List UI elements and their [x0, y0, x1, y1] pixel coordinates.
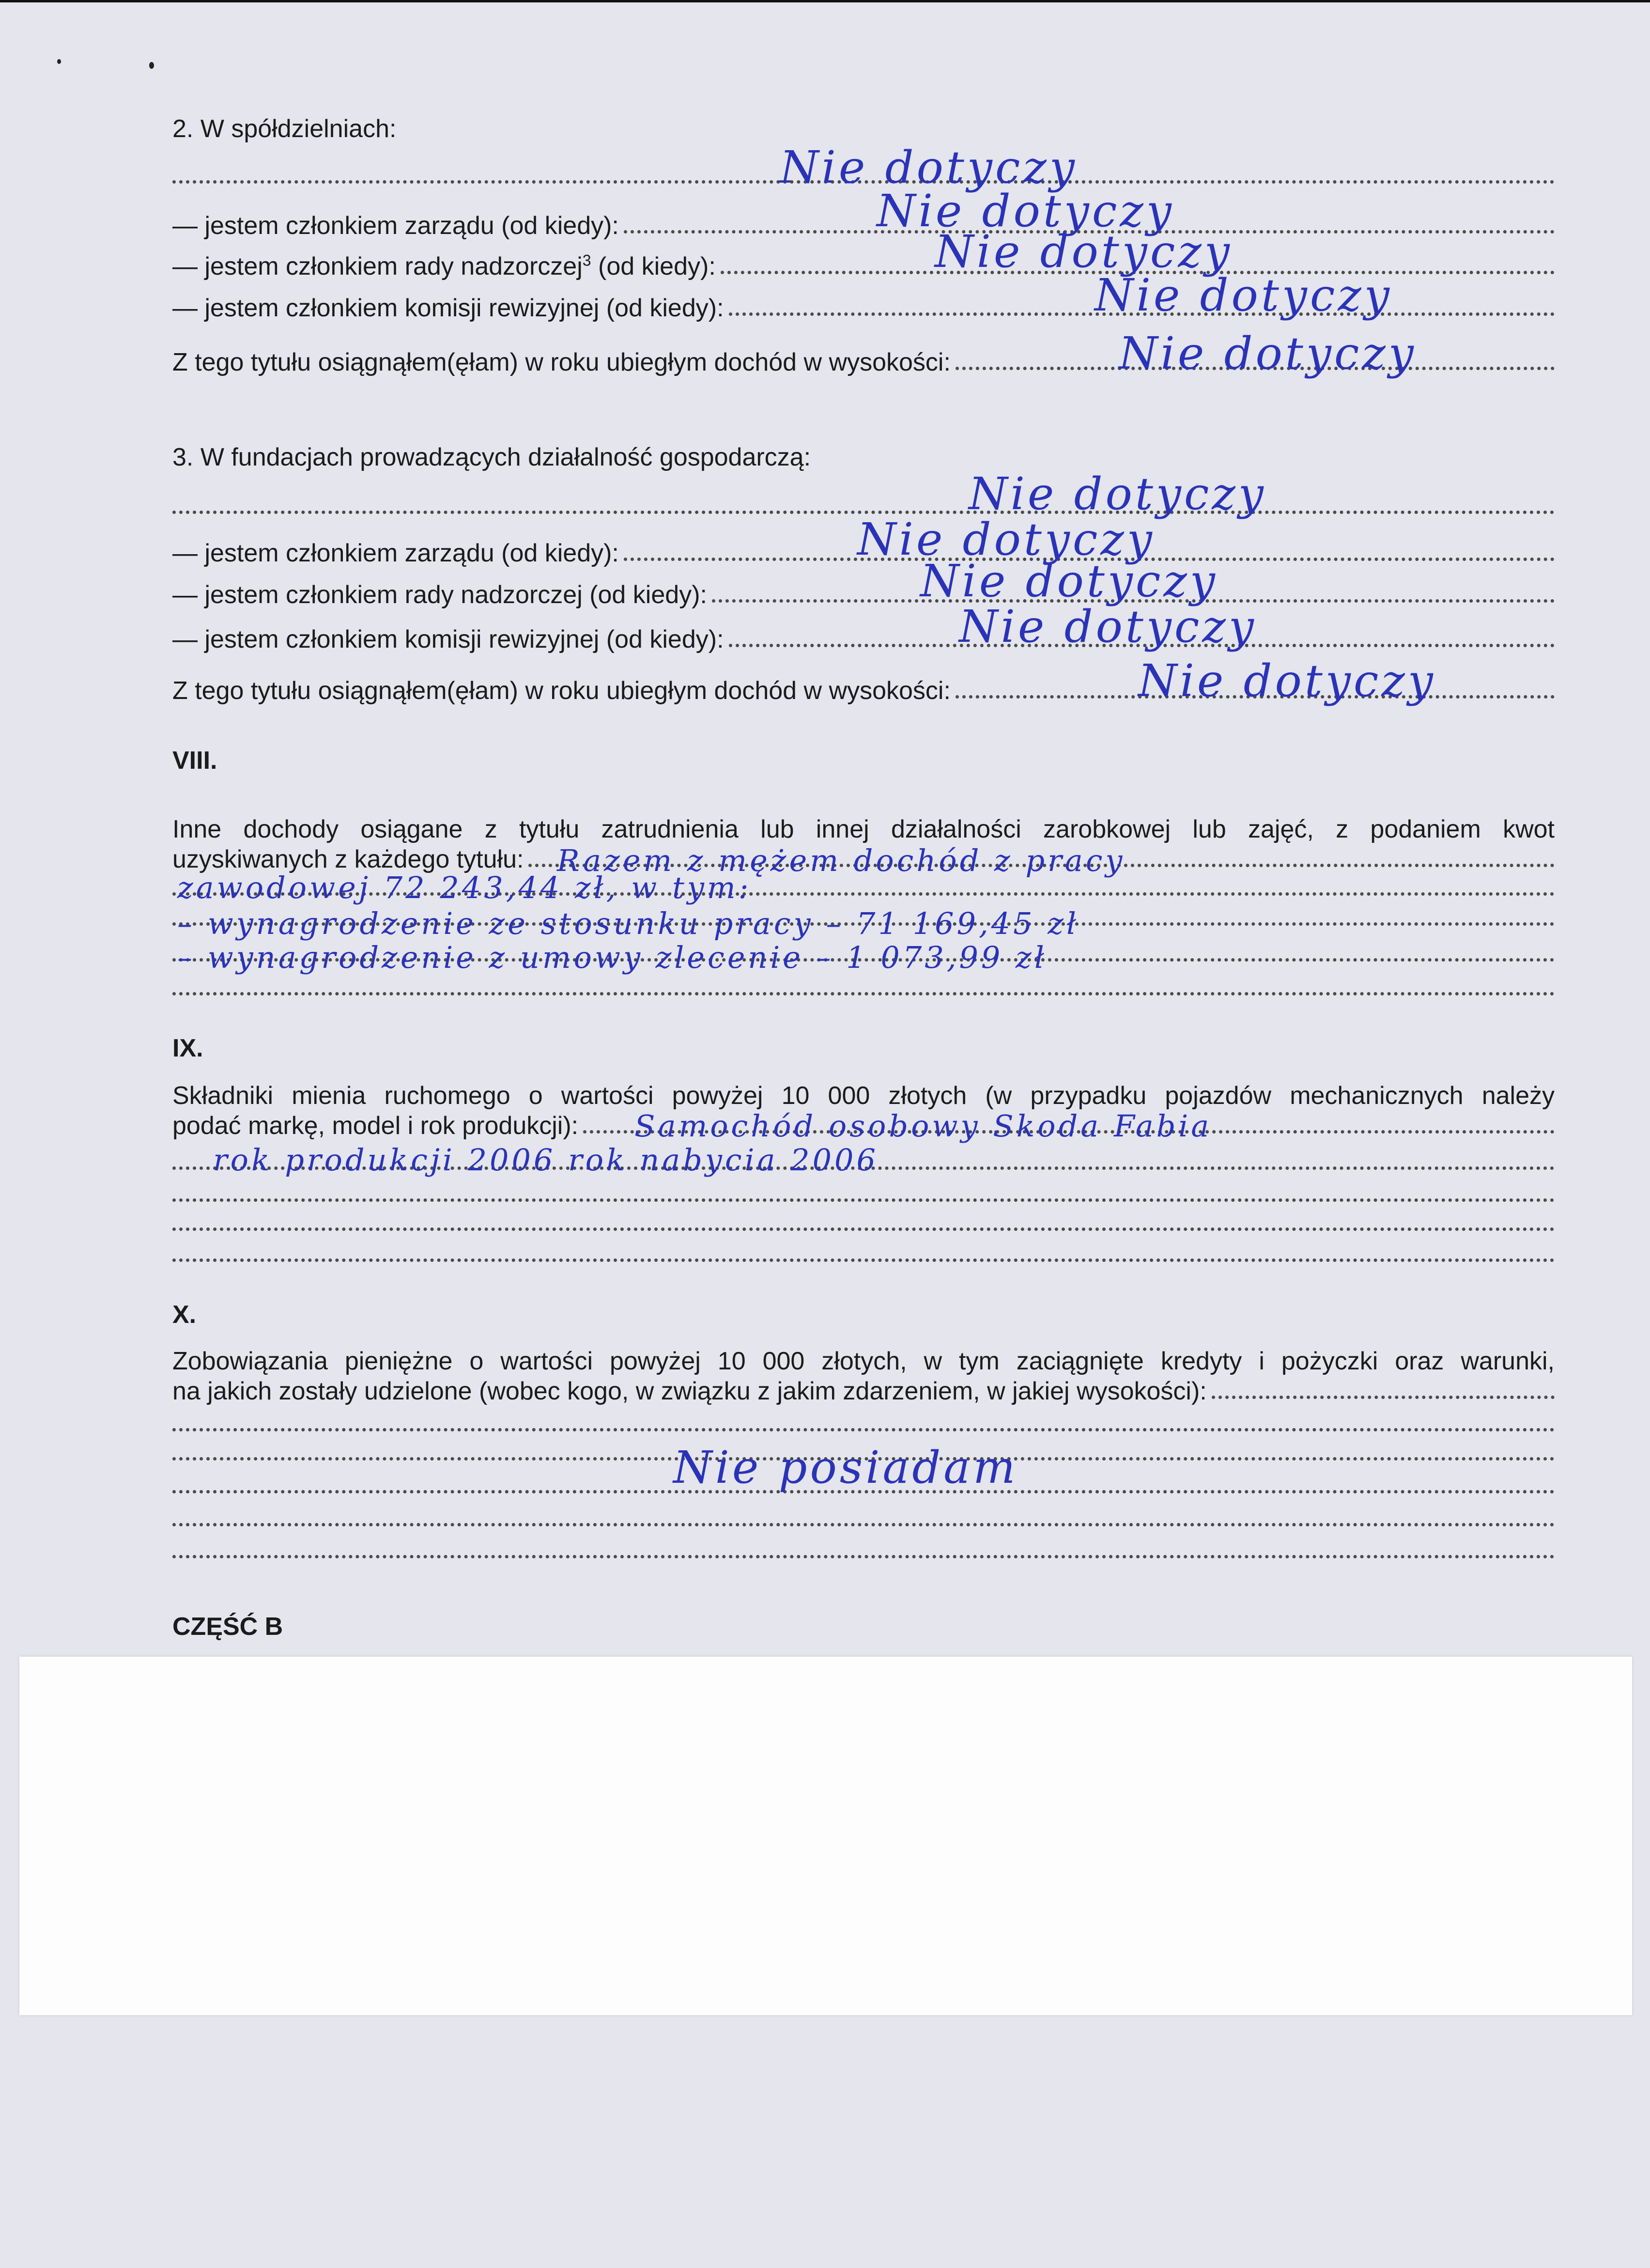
- handwritten-answer: zawodowej 72 243,44 zł, w tym:: [177, 870, 752, 905]
- s2-komisja-label: — jestem członkiem komisji rewizyjnej (od kiedy):: [172, 294, 724, 322]
- handwritten-answer: Nie dotyczy: [1138, 655, 1436, 707]
- x-line2-row: [172, 1377, 1555, 1406]
- answer-line: [172, 1198, 1555, 1202]
- s2-dochod-label: Z tego tytułu osiągnąłem(ęłam) w roku ubiegłym dochód w wysokości:: [172, 348, 951, 376]
- handwritten-answer: Nie dotyczy: [780, 141, 1078, 193]
- scan-speck: [149, 62, 154, 69]
- answer-line: [172, 1555, 1555, 1558]
- handwritten-answer: Nie dotyczy: [1095, 269, 1392, 321]
- s3-dochod-label: Z tego tytułu osiągnąłem(ęłam) w roku ubiegłym dochód w wysokości:: [172, 677, 951, 705]
- s2-zarzad-row: [172, 211, 1555, 240]
- answer-line: [172, 992, 1555, 995]
- ix-line2-label: podać markę, model i rok produkcji):: [172, 1112, 579, 1140]
- s3-rada-row: [172, 580, 1555, 609]
- handwritten-answer: Nie posiadam: [673, 1442, 1018, 1493]
- s3-komisja-row: [172, 625, 1555, 654]
- handwritten-answer: Samochód osobowy Skoda Fabia: [634, 1108, 1212, 1144]
- section-viii-heading: VIII.: [172, 746, 217, 775]
- s3-zarzad-label: — jestem członkiem zarządu (od kiedy):: [172, 539, 619, 567]
- section-3-title: 3. W fundacjach prowadzących działalność gospodarczą:: [172, 443, 811, 471]
- handwritten-answer: Nie dotyczy: [969, 468, 1266, 520]
- handwritten-answer: Nie dotyczy: [959, 601, 1257, 652]
- handwritten-answer: Nie dotyczy: [857, 513, 1155, 565]
- answer-line: [172, 1227, 1555, 1231]
- section-x-heading: X.: [172, 1301, 197, 1329]
- handwritten-answer: Razem z mężem dochód z pracy: [557, 843, 1126, 878]
- s3-rada-label: — jestem członkiem rady nadzorczej (od kiedy):: [172, 581, 707, 609]
- answer-line: [172, 1428, 1555, 1431]
- handwritten-answer: rok produkcji 2006 rok nabycia 2006: [213, 1142, 879, 1178]
- handwritten-answer: Nie dotyczy: [877, 185, 1174, 237]
- answer-line: [172, 1258, 1555, 1262]
- handwritten-answer: Nie dotyczy: [935, 226, 1233, 278]
- scan-speck: [57, 59, 61, 64]
- answer-line: [172, 1523, 1555, 1526]
- handwritten-answer: Nie dotyczy: [1119, 327, 1417, 379]
- handwritten-answer: – wynagrodzenie z umowy zlecenie – 1 073,99 zł: [177, 940, 1047, 975]
- scan-top-edge: [0, 0, 1650, 2]
- viii-line2-label: uzyskiwanych z każdego tytułu:: [172, 845, 524, 873]
- section-x-text: Zobowiązania pieniężne o wartości powyżej 10 000 złotych, w tym zaciągnięte kredyty i pożyczki oraz warunki,: [172, 1347, 1555, 1375]
- section-ix-text: Składniki mienia ruchomego o wartości powyżej 10 000 złotych (w przypadku pojazdów mechanicznych należy: [172, 1082, 1555, 1110]
- s2-zarzad-label: — jestem członkiem zarządu (od kiedy):: [172, 212, 619, 240]
- handwritten-answer: – wynagrodzenie ze stosunku pracy – 71 169,45 zł: [177, 906, 1079, 941]
- handwritten-answer: Nie dotyczy: [920, 555, 1218, 607]
- white-paper-overlay: [19, 1657, 1632, 2015]
- s2-rada-label: — jestem członkiem rady nadzorczej$^3$ (od kiedy):: [172, 251, 716, 280]
- section-viii-text: Inne dochody osiągane z tytułu zatrudnienia lub innej działalności zarobkowej lub zajęć, z podaniem kwot: [172, 815, 1555, 843]
- x-line2-label: na jakich zostały udzielone (wobec kogo, w związku z jakim zdarzeniem, w jakiej wysokości):: [172, 1377, 1207, 1405]
- s3-komisja-label: — jestem członkiem komisji rewizyjnej (od kiedy):: [172, 625, 724, 653]
- section-2-title: 2. W spółdzielniach:: [172, 115, 397, 143]
- part-b-heading: CZĘŚĆ B: [172, 1613, 283, 1641]
- section-ix-heading: IX.: [172, 1034, 203, 1062]
